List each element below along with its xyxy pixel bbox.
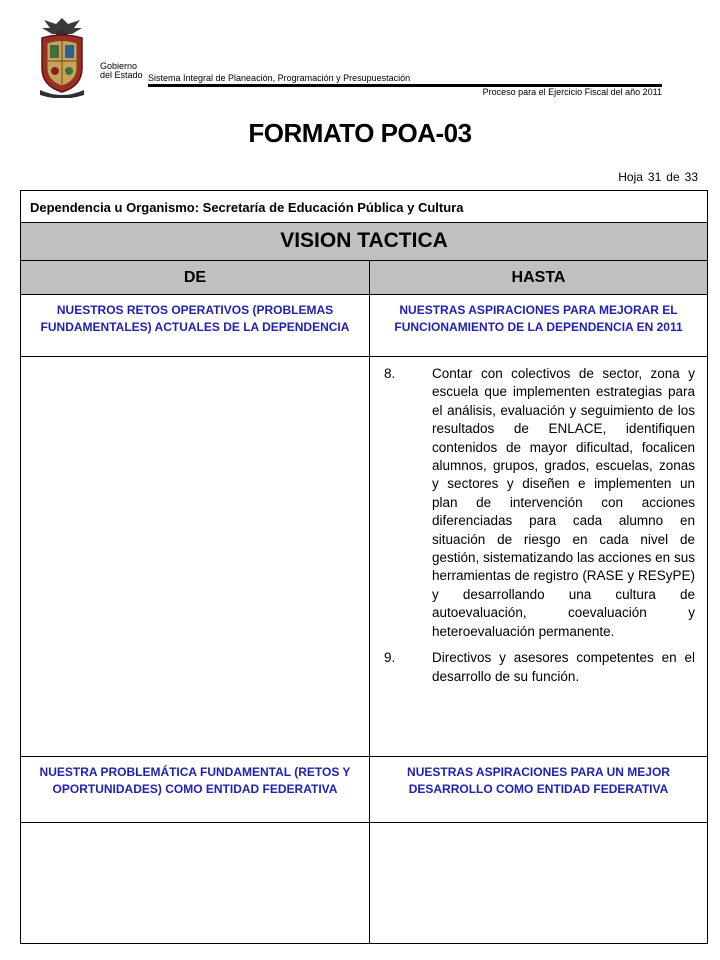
section-2-right-cell [370,823,707,943]
item-text: Contar con colectivos de sector, zona y escuela que implementen estrategias para el análisis, evaluación y seguimiento de los resultados de ENLACE, identifiquen contenidos de mayor dificultad, focalicen alumnos, grupos, grados, escuelas, zonas y sectores y diseñen e implementen un plan de intervención con acciones diferenciadas para cada alumno en situación de riesgo en cada nivel de gestión, sistematizando las acciones en sus herramientas de registro (RASE y RESyPE) y desarrollando una cultura de autoevaluación, coevaluación y heteroevaluación permanente. [432,366,695,639]
vision-table [20,190,708,944]
item-number: 8. [384,366,396,381]
state-seal-icon [34,16,90,98]
section-1-left-heading: NUESTROS RETOS OPERATIVOS (PROBLEMAS FUNDAMENTALES) ACTUALES DE LA DEPENDENCIA [21,295,370,356]
sheet-total: 33 [684,170,698,184]
list-item [384,649,695,686]
section-2-left-cell [21,823,370,943]
government-label [100,62,143,80]
sheet-separator: de [666,170,680,184]
goals-list [370,357,707,686]
section-1-left-cell [21,357,370,756]
section-1-header-row [21,295,707,357]
list-item [384,365,695,641]
section-2-content-row [21,823,707,943]
column-from: DE [21,261,370,294]
section-2-right-heading: NUESTRAS ASPIRACIONES PARA UN MEJOR DESARROLLO COMO ENTIDAD FEDERATIVA [407,765,670,796]
column-to: HASTA [511,269,566,286]
section-1-right-heading: NUESTRAS ASPIRACIONES PARA MEJORAR EL FUNCIONAMIENTO DE LA DEPENDENCIA EN 2011 [394,303,683,334]
column-header-row [21,261,707,295]
government-line-1: Gobierno [100,61,138,71]
sheet-label: Hoja [618,170,643,184]
section-2-header-row [21,757,707,823]
system-name: Sistema Integral de Planeación, Programación y Presupuestación [148,73,411,83]
item-number: 9. [384,650,396,666]
process-label: Proceso para el Ejercicio Fiscal del año 2011 [482,87,662,97]
item-text: Directivos y asesores competentes en el desarrollo de su función. [432,650,695,684]
section-1-content-row [21,357,707,757]
section-2-left-heading: NUESTRA PROBLEMÁTICA FUNDAMENTAL (RETOS Y OPORTUNIDADES) COMO ENTIDAD FEDERATIVA [21,757,370,822]
section-1-right-cell [370,357,707,756]
government-line-2: del Estado [100,70,143,80]
vision-heading: VISION TACTICA [21,223,707,261]
dependency-row: Dependencia u Organismo: Secretaría de Educación Pública y Cultura [21,191,707,223]
sheet-current: 31 [647,170,662,184]
page-title: FORMATO POA-03 [248,118,472,148]
sheet-counter [613,170,698,184]
